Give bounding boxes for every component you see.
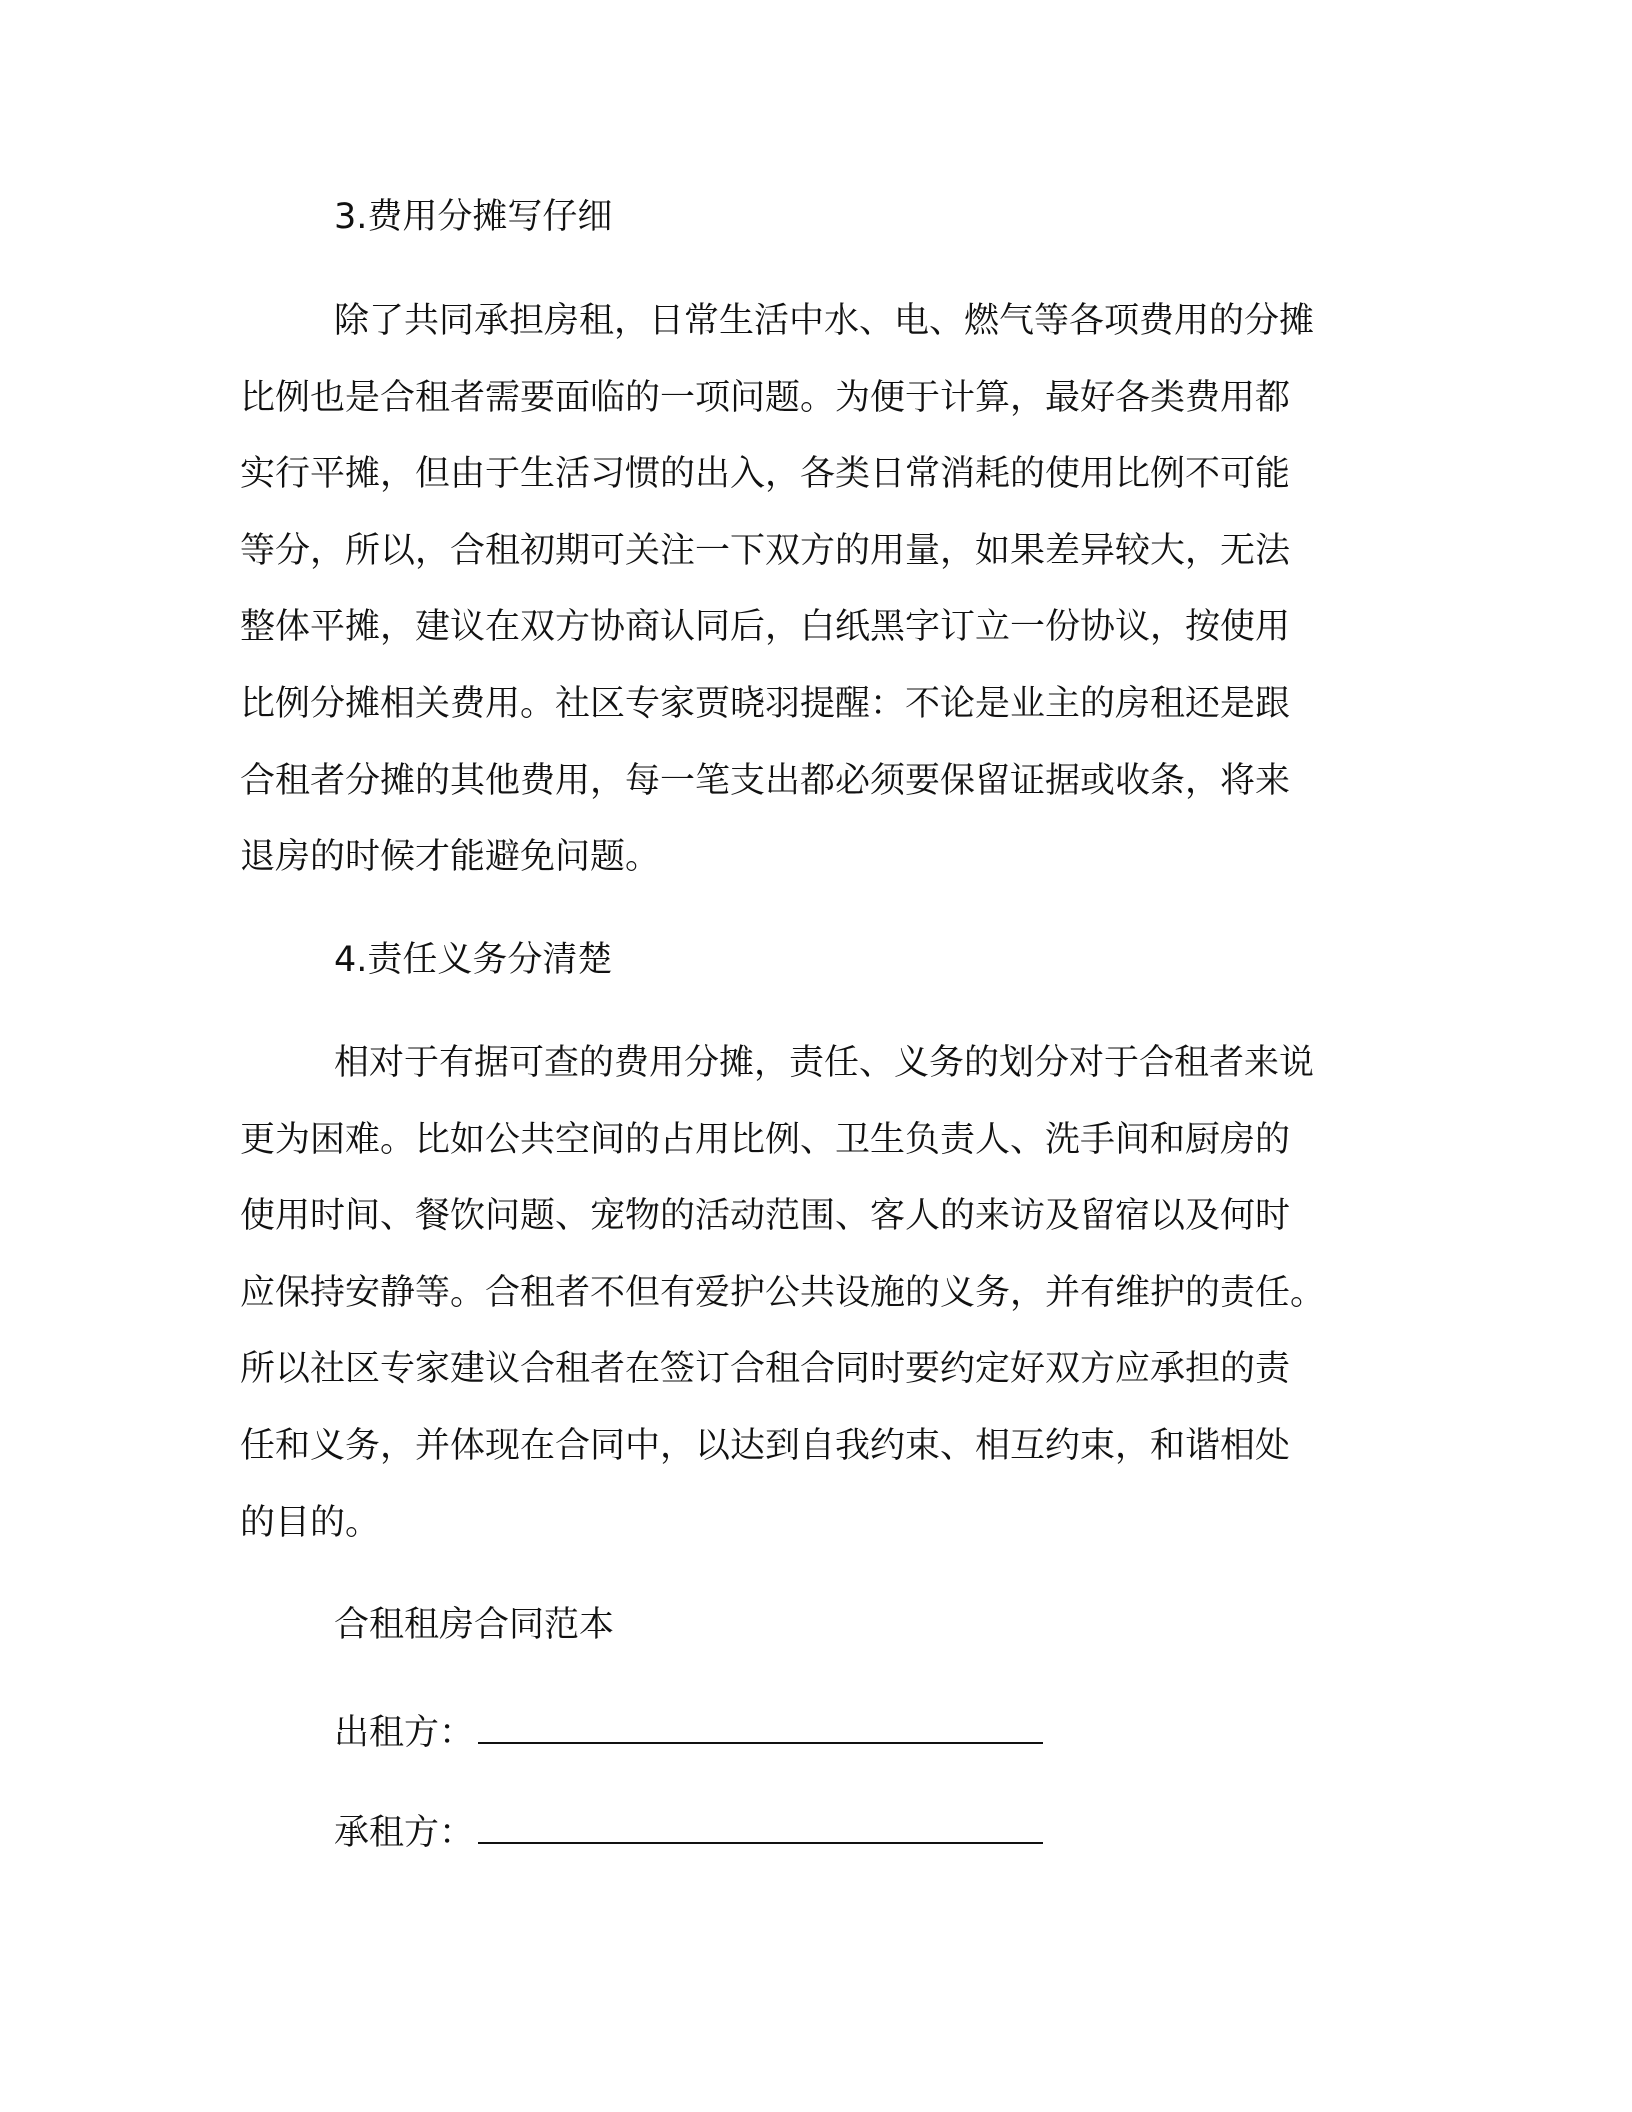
paragraph-line: 应保持安静等。合租者不但有爱护公共设施的义务，并有维护的责任。 <box>240 1272 1326 1313</box>
section-4-paragraph <box>240 1025 1325 1561</box>
paragraph-line: 整体平摊，建议在双方协商认同后，白纸黑字订立一份协议，按使用 <box>240 607 1291 648</box>
contract-title: 合租租房合同范本 <box>334 1605 615 1645</box>
paragraph-line: 等分，所以，合租初期可关注一下双方的用量，如果差异较大，无法 <box>240 530 1291 571</box>
paragraph-line: 所以社区专家建议合租者在签订合租合同时要约定好双方应承担的责 <box>240 1349 1291 1390</box>
paragraph-line: 任和义务，并体现在合同中，以达到自我约束、相互约束，和谐相处 <box>240 1425 1291 1466</box>
lessee-field <box>334 1808 1043 1858</box>
paragraph-line: 的目的。 <box>240 1502 381 1543</box>
paragraph-line: 使用时间、餐饮问题、宠物的活动范围、客人的来访及留宿以及何时 <box>240 1196 1291 1237</box>
paragraph-line: 更为困难。比如公共空间的占用比例、卫生负责人、洗手间和厨房的 <box>240 1119 1291 1160</box>
paragraph-line: 实行平摊，但由于生活习惯的出入，各类日常消耗的使用比例不可能 <box>240 454 1291 495</box>
paragraph-line: 合租者分摊的其他费用，每一笔支出都必须要保留证据或收条，将来 <box>240 760 1291 801</box>
lessee-label: 承租方： <box>334 1813 475 1853</box>
lessor-field <box>334 1708 1043 1758</box>
section-4-heading: 4.责任义务分清楚 <box>334 940 613 980</box>
lessor-blank-line[interactable] <box>478 1714 1043 1744</box>
paragraph-line: 相对于有据可查的费用分摊，责任、义务的划分对于合租者来说 <box>334 1043 1315 1083</box>
lessor-label: 出租方： <box>334 1713 475 1753</box>
paragraph-line: 比例分摊相关费用。社区专家贾晓羽提醒：不论是业主的房租还是跟 <box>240 683 1291 724</box>
paragraph-line: 比例也是合租者需要面临的一项问题。为便于计算，最好各类费用都 <box>240 377 1291 418</box>
lessee-blank-line[interactable] <box>478 1814 1043 1844</box>
section-3-heading: 3.费用分摊写仔细 <box>334 197 613 237</box>
paragraph-line: 退房的时候才能避免问题。 <box>240 837 661 878</box>
paragraph-line: 除了共同承担房租，日常生活中水、电、燃气等各项费用的分摊 <box>334 301 1315 341</box>
section-3-paragraph <box>240 283 1314 896</box>
